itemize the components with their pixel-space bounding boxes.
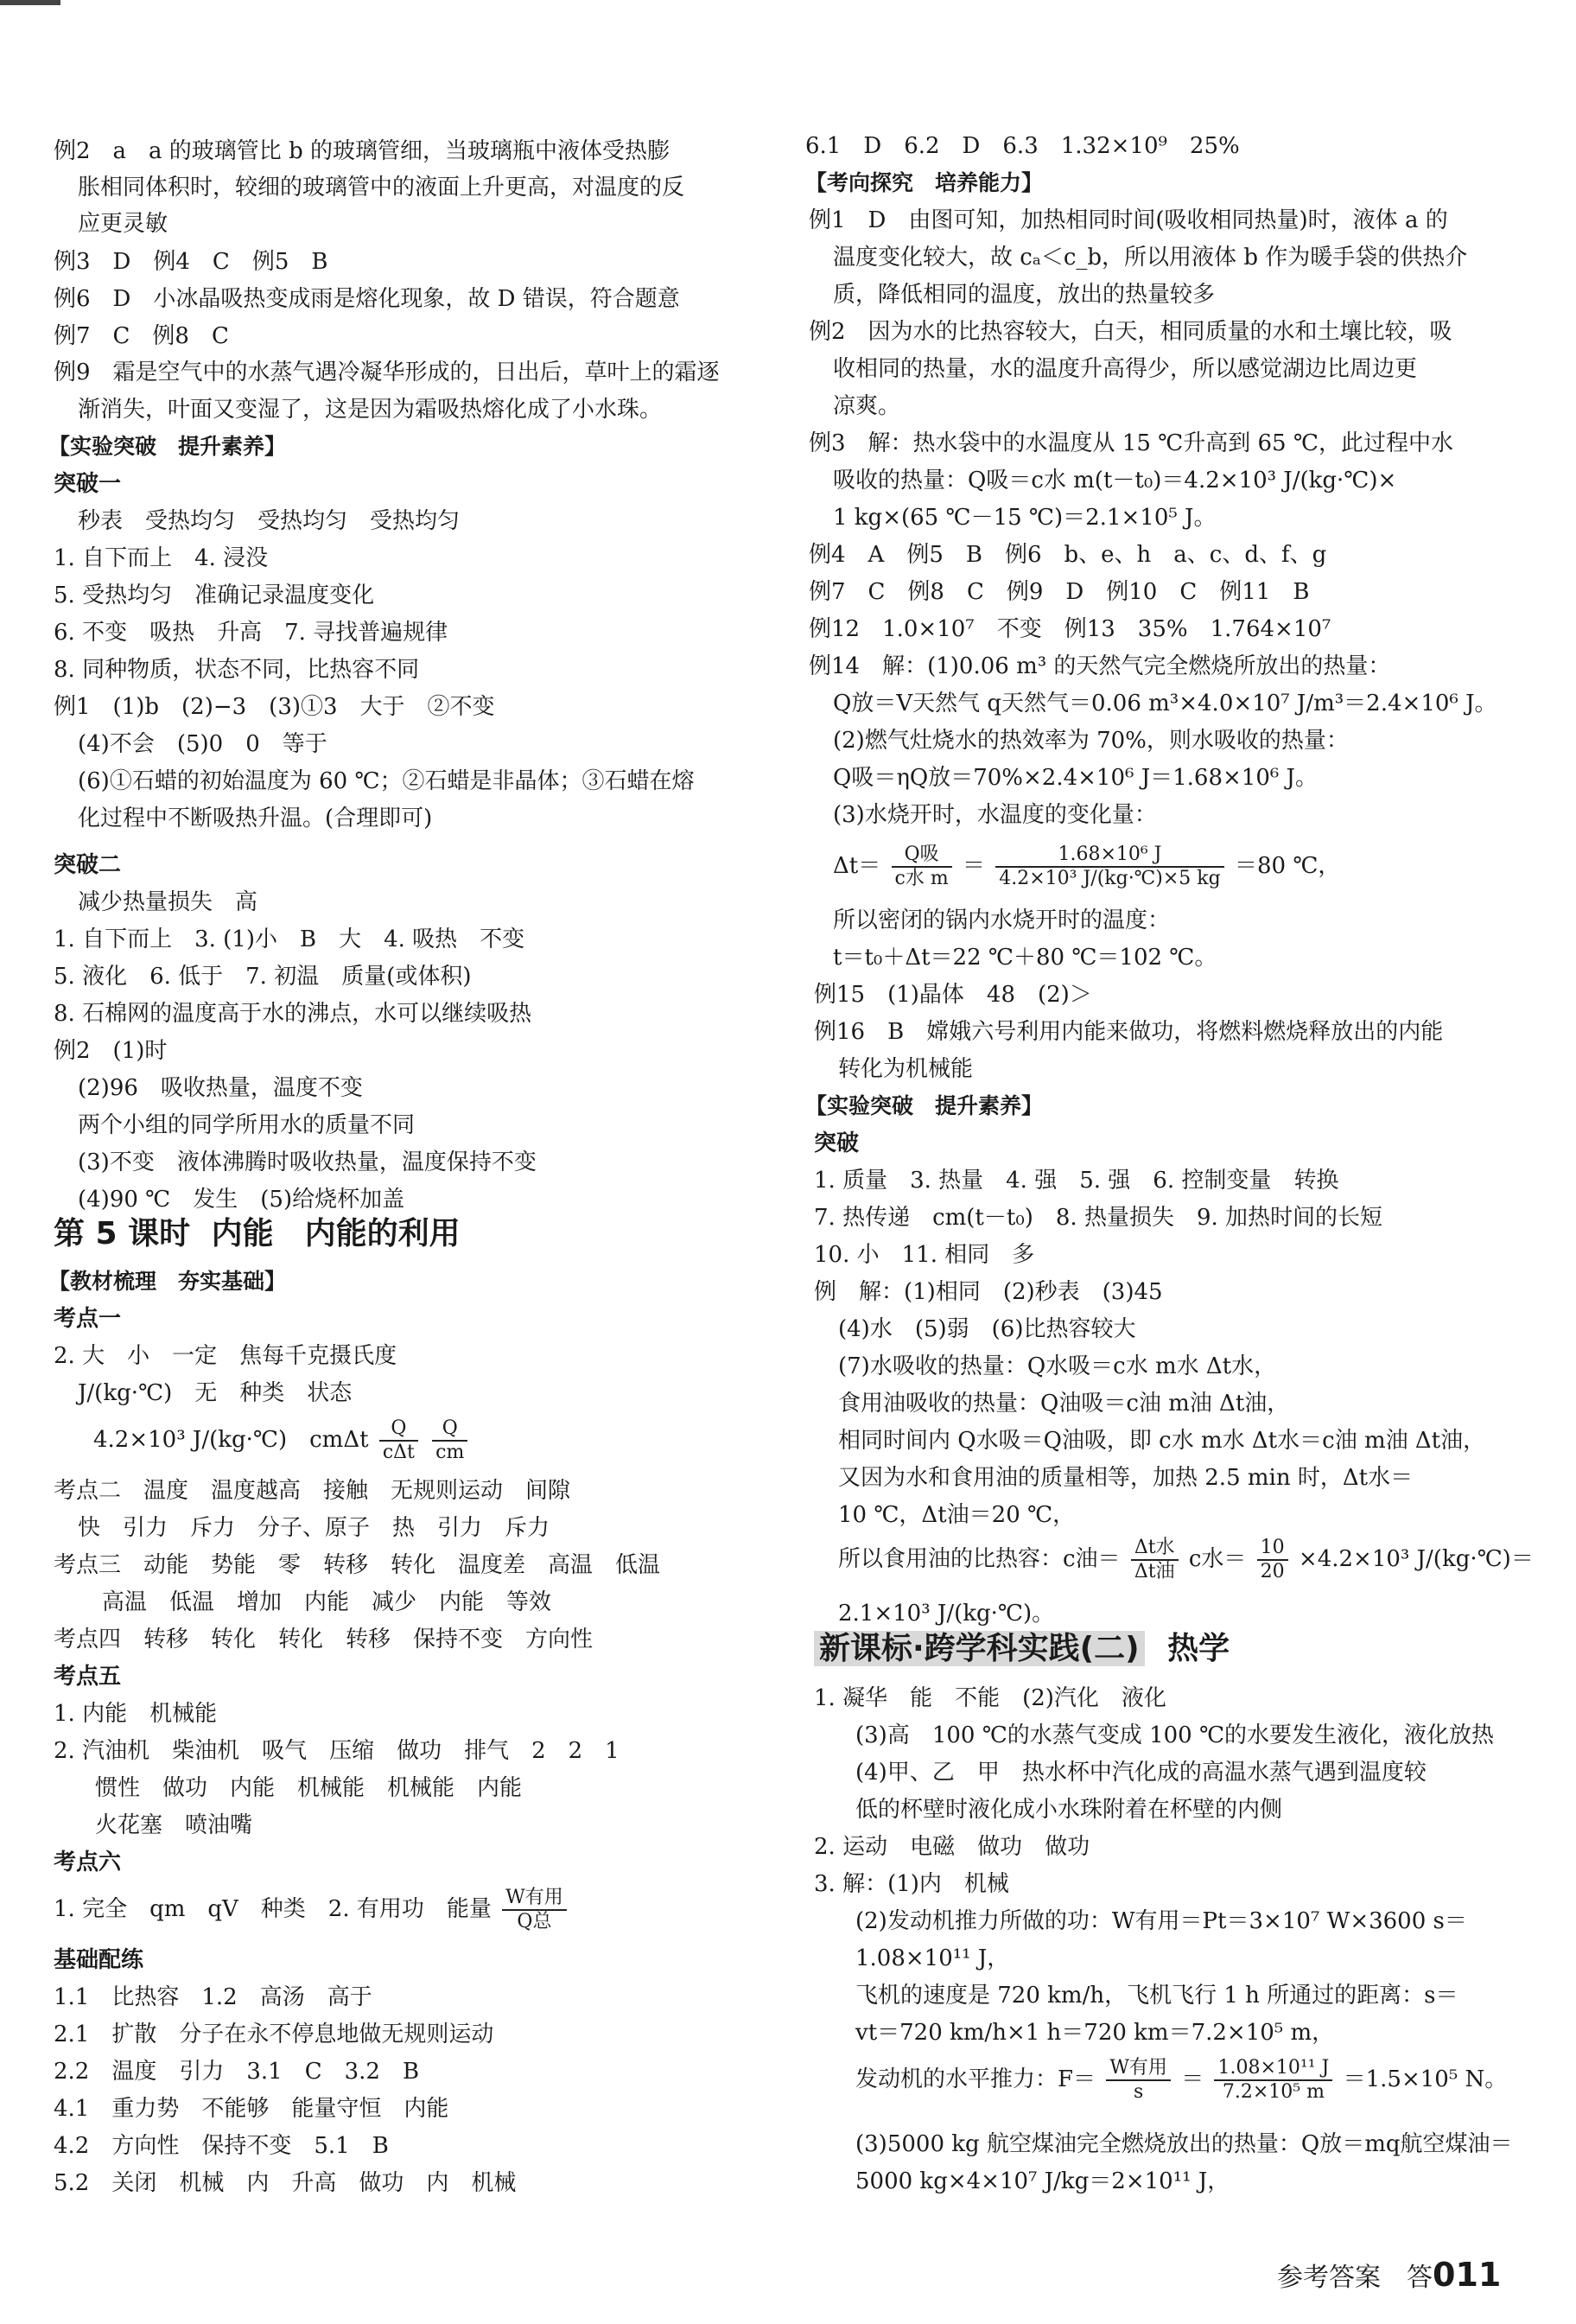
left-line: 例7 C 例8 C xyxy=(54,323,229,349)
right-line: (7)水吸收的热量：Q水吸＝c水 m水 Δt水， xyxy=(838,1353,1277,1379)
left-line: 快 引力 斥力 分子、原子 热 引力 斥力 xyxy=(78,1515,550,1541)
right-line: 例12 1.0×10⁷ 不变 例13 35% 1.764×10⁷ xyxy=(809,616,1331,642)
left-line: 8. 同种物质，状态不同，比热容不同 xyxy=(54,657,420,683)
right-line: 1.08×10¹¹ J， xyxy=(855,1945,1010,1971)
right-line: 例15 (1)晶体 48 (2)＞ xyxy=(814,982,1092,1008)
practice-title-text: 热学 xyxy=(1167,1631,1230,1666)
practice-title-shaded: 新课标·跨学科实践(二) xyxy=(814,1631,1145,1666)
kaodian6-line xyxy=(54,1887,570,1933)
left-line: 渐消失，叶面又变湿了，这是因为霜吸热熔化成了小水珠。 xyxy=(78,397,663,423)
right-line: 【实验突破 提升素养】 xyxy=(805,1093,1044,1118)
formula-suffix: ×4.2×10³ J/(kg·℃)＝ xyxy=(1298,1546,1534,1572)
fraction-values xyxy=(1214,2057,1332,2104)
practice-title xyxy=(814,1628,1230,1670)
left-line: 1.1 比热容 1.2 高汤 高于 xyxy=(54,1984,372,2010)
right-line: 低的杯壁时液化成小水珠附着在杯壁的内侧 xyxy=(855,1797,1283,1823)
formula-suffix: ＝80 ℃， xyxy=(1234,853,1341,879)
formula-prefix: 发动机的水平推力：F＝ xyxy=(855,2066,1096,2092)
left-line: (2)96 吸收热量，温度不变 xyxy=(78,1075,363,1101)
equals-sign: ＝ xyxy=(962,853,985,879)
frac-den: cΔt xyxy=(382,1442,415,1463)
left-line: 秒表 受热均匀 受热均匀 受热均匀 xyxy=(78,508,461,534)
right-line: Q放＝V天然气 q天然气＝0.06 m³×4.0×10⁷ J/m³＝2.4×10⁶ J。 xyxy=(833,691,1497,716)
left-line: 【实验突破 提升素养】 xyxy=(48,434,287,459)
formula-prefix: 所以食用油的比热容：c油＝ xyxy=(838,1546,1121,1572)
oil-specific-heat-formula xyxy=(838,1537,1534,1583)
frac-den: 7.2×10⁵ m xyxy=(1222,2081,1325,2103)
frac-den: 4.2×10³ J/(kg·℃)×5 kg xyxy=(999,868,1221,889)
right-line: 7. 热传递 cm(t－t₀) 8. 热量损失 9. 加热时间的长短 xyxy=(814,1205,1383,1231)
frac-den: s xyxy=(1133,2081,1144,2103)
frac-num: 10 xyxy=(1257,1537,1288,1561)
left-line: 2.1 扩散 分子在永不停息地做无规则运动 xyxy=(54,2022,494,2047)
left-line: 2. 汽油机 柴油机 吸气 压缩 做功 排气 2 2 1 xyxy=(54,1738,620,1764)
right-line: (2)燃气灶烧水的热效率为 70%，则水吸收的热量： xyxy=(833,728,1349,754)
left-line: 例1 (1)b (2)−3 (3)①3 大于 ②不变 xyxy=(54,694,495,720)
left-line: 突破一 xyxy=(54,471,122,497)
left-line: 6. 不变 吸热 升高 7. 寻找普遍规律 xyxy=(54,620,448,646)
frac-num: 1.08×10¹¹ J xyxy=(1214,2057,1332,2081)
frac-den: Δt油 xyxy=(1134,1561,1175,1582)
delta-t-formula xyxy=(833,844,1340,890)
left-line: 例9 霜是空气中的水蒸气遇冷凝华形成的，日出后，草叶上的霜逐 xyxy=(54,360,720,385)
frac-num: 1.68×10⁶ J xyxy=(995,844,1223,868)
frac-num: Q吸 xyxy=(892,844,952,868)
left-line: 火花塞 喷油嘴 xyxy=(95,1812,253,1838)
left-line: 基础配练 xyxy=(54,1947,144,1973)
fraction-values xyxy=(995,844,1223,890)
right-line: 吸收的热量：Q吸＝c水 m(t－t₀)＝4.2×10³ J/(kg·℃)× xyxy=(833,468,1397,493)
page-footer xyxy=(1277,2256,1501,2294)
right-line: 相同时间内 Q水吸＝Q油吸，即 c水 m水 Δt水＝c油 m油 Δt油， xyxy=(838,1428,1486,1454)
left-line: 考点一 xyxy=(54,1306,122,1332)
right-line: 凉爽。 xyxy=(833,393,901,419)
right-line: 1. 凝华 能 不能 (2)汽化 液化 xyxy=(814,1685,1166,1711)
right-line: 10. 小 11. 相同 多 xyxy=(814,1242,1035,1268)
left-line: 减少热量损失 高 xyxy=(78,889,258,915)
left-line: 2. 大 小 一定 焦每千克摄氏度 xyxy=(54,1343,397,1369)
right-line: 转化为机械能 xyxy=(838,1056,974,1082)
left-line: 1. 内能 机械能 xyxy=(54,1701,218,1727)
right-line: 例14 解：(1)0.06 m³ 的天然气完全燃烧所放出的热量： xyxy=(809,653,1391,679)
left-line: J/(kg·℃) 无 种类 状态 xyxy=(78,1380,353,1406)
right-line: 1 kg×(65 ℃－15 ℃)＝2.1×10⁵ J。 xyxy=(833,505,1217,531)
left-line: 1. 自下而上 4. 浸没 xyxy=(54,545,269,571)
left-line: (6)①石蜡的初始温度为 60 ℃；②石蜡是非晶体；③石蜡在熔 xyxy=(78,768,695,794)
left-line: 胀相同体积时，较细的玻璃管中的液面上升更高，对温度的反 xyxy=(78,175,685,201)
left-line: (4)不会 (5)0 0 等于 xyxy=(78,731,327,757)
right-line: vt＝720 km/h×1 h＝720 km＝7.2×10⁵ m， xyxy=(855,2020,1335,2046)
left-line: 5. 受热均匀 准确记录温度变化 xyxy=(54,583,375,608)
right-line: 食用油吸收的热量：Q油吸＝c油 m油 Δt油， xyxy=(838,1391,1290,1417)
left-line: 1. 自下而上 3. (1)小 B 大 4. 吸热 不变 xyxy=(54,926,525,952)
left-line: 例2 a a 的玻璃管比 b 的玻璃管细，当玻璃瓶中液体受热膨 xyxy=(54,138,670,164)
left-line: 考点四 转移 转化 转化 转移 保持不变 方向性 xyxy=(54,1627,594,1652)
right-line: 例 解：(1)相同 (2)秒表 (3)45 xyxy=(814,1279,1163,1305)
formula-prefix: Δt＝ xyxy=(833,853,881,879)
right-line: 3. 解：(1)内 机械 xyxy=(814,1871,1009,1897)
lesson-number: 第 5 课时 xyxy=(54,1216,191,1251)
efficiency-fraction xyxy=(502,1887,567,1933)
left-line: 突破二 xyxy=(54,852,122,878)
right-line: 所以密闭的锅内水烧开时的温度： xyxy=(833,907,1171,933)
fraction-q-over-cm xyxy=(892,844,952,890)
left-line: (4)90 ℃ 发生 (5)给烧杯加盖 xyxy=(78,1187,405,1213)
formula-mid: c水＝ xyxy=(1188,1546,1247,1572)
fraction-10-20 xyxy=(1257,1537,1288,1583)
frac-den: Q总 xyxy=(517,1911,552,1932)
fraction-q-over-cm xyxy=(432,1417,467,1464)
left-line: 例3 D 例4 C 例5 B xyxy=(54,249,328,275)
right-line: 突破 xyxy=(814,1130,860,1156)
right-line: Q吸＝ηQ放＝70%×2.4×10⁶ J＝1.68×10⁶ J。 xyxy=(833,765,1318,791)
left-line: 考点六 xyxy=(54,1850,122,1875)
right-line: 1. 质量 3. 热量 4. 强 5. 强 6. 控制变量 转换 xyxy=(814,1168,1339,1194)
frac-den: c水 m xyxy=(894,868,949,889)
lesson-title xyxy=(54,1213,461,1255)
right-line: (4)水 (5)弱 (6)比热容较大 xyxy=(838,1316,1136,1342)
left-line: 应更灵敏 xyxy=(78,211,168,237)
kaodian6-prefix: 1. 完全 qm qV 种类 2. 有用功 能量 xyxy=(54,1896,492,1922)
frac-num: Q xyxy=(379,1417,418,1442)
frac-num: Q xyxy=(432,1417,467,1442)
formula-suffix: ＝1.5×10⁵ N。 xyxy=(1343,2066,1508,2092)
left-line: 例2 (1)时 xyxy=(54,1038,168,1064)
left-line: 4.1 重力势 不能够 能量守恒 内能 xyxy=(54,2096,449,2122)
lesson-title-text: 内能 内能的利用 xyxy=(211,1216,461,1251)
frac-num: W有用 xyxy=(502,1887,567,1911)
kaodian1-formula-line xyxy=(93,1417,471,1464)
left-line: 2.2 温度 引力 3.1 C 3.2 B xyxy=(54,2059,420,2085)
left-line: 考点五 xyxy=(54,1664,122,1690)
left-line: 8. 石棉网的温度高于水的沸点，水可以继续吸热 xyxy=(54,1001,532,1027)
right-line: 2.1×10³ J/(kg·℃)。 xyxy=(838,1601,1055,1627)
left-line: 5. 液化 6. 低于 7. 初温 质量(或体积) xyxy=(54,964,472,990)
fraction-q-over-c-dt xyxy=(379,1417,418,1464)
left-line: 5.2 关闭 机械 内 升高 做功 内 机械 xyxy=(54,2170,517,2196)
frac-num: W有用 xyxy=(1106,2057,1171,2081)
equals-sign: ＝ xyxy=(1181,2066,1204,2092)
left-line: 两个小组的同学所用水的质量不同 xyxy=(78,1112,416,1138)
right-line: (3)高 100 ℃的水蒸气变成 100 ℃的水要发生液化，液化放热 xyxy=(855,1722,1495,1748)
right-line: 例3 解：热水袋中的水温度从 15 ℃升高到 65 ℃，此过程中水 xyxy=(809,430,1453,456)
right-line: 6.1 D 6.2 D 6.3 1.32×10⁹ 25% xyxy=(805,133,1240,159)
right-line: 收相同的热量，水的温度升高得少，所以感觉湖边比周边更 xyxy=(833,356,1418,382)
page-number: 011 xyxy=(1433,2256,1502,2294)
right-line: 质，降低相同的温度，放出的热量较多 xyxy=(833,282,1216,308)
left-line: 惯性 做功 内能 机械能 机械能 内能 xyxy=(95,1775,523,1801)
fraction-delta-t xyxy=(1131,1537,1179,1583)
frac-den: 20 xyxy=(1260,1561,1285,1582)
left-line: (3)不变 液体沸腾时吸收热量，温度保持不变 xyxy=(78,1149,537,1175)
frac-den: cm xyxy=(435,1442,465,1463)
left-line: 考点二 温度 温度越高 接触 无规则运动 间隙 xyxy=(54,1478,571,1504)
right-line: 温度变化较大，故 cₐ＜c_b，所以用液体 b 作为暖手袋的供热介 xyxy=(833,245,1468,271)
left-line: 化过程中不断吸热升温。(合理即可) xyxy=(78,805,433,831)
right-line: 例7 C 例8 C 例9 D 例10 C 例11 B xyxy=(809,579,1310,605)
formula-prefix: 4.2×10³ J/(kg·℃) cmΔt xyxy=(93,1427,369,1453)
right-line: 10 ℃，Δt油＝20 ℃， xyxy=(838,1502,1076,1528)
fraction-w-over-s xyxy=(1106,2057,1171,2104)
right-line: 【考向探究 培养能力】 xyxy=(805,170,1044,195)
right-line: (3)水烧开时，水温度的变化量： xyxy=(833,802,1157,828)
left-line: 考点三 动能 势能 零 转移 转化 温度差 高温 低温 xyxy=(54,1552,661,1578)
right-line: 飞机的速度是 720 km/h，飞机飞行 1 h 所通过的距离：s＝ xyxy=(855,1983,1458,2009)
right-line: 又因为水和食用油的质量相等，加热 2.5 min 时，Δt水＝ xyxy=(838,1465,1414,1491)
right-line: t＝t₀＋Δt＝22 ℃＋80 ℃＝102 ℃。 xyxy=(833,945,1217,971)
left-line: 例6 D 小冰晶吸热变成雨是熔化现象，故 D 错误，符合题意 xyxy=(54,286,680,312)
left-line: 【教材梳理 夯实基础】 xyxy=(48,1269,287,1294)
right-line: 2. 运动 电磁 做功 做功 xyxy=(814,1834,1090,1860)
right-line: 例2 因为水的比热容较大，白天，相同质量的水和土壤比较，吸 xyxy=(809,319,1452,345)
footer-label: 参考答案 答 xyxy=(1277,2263,1433,2293)
right-line: (2)发动机推力所做的功：W有用＝Pt＝3×10⁷ W×3600 s＝ xyxy=(855,1908,1467,1934)
frac-num: Δt水 xyxy=(1131,1537,1179,1561)
left-line: 4.2 方向性 保持不变 5.1 B xyxy=(54,2133,389,2159)
right-line: 例1 D 由图可知，加热相同时间(吸收相同热量)时，液体 a 的 xyxy=(809,207,1448,233)
right-line: 例4 A 例5 B 例6 b、e、h a、c、d、f、g xyxy=(809,542,1327,568)
left-line: 高温 低温 增加 内能 减少 内能 等效 xyxy=(102,1589,552,1615)
top-corner-bar xyxy=(0,0,60,5)
right-line: (3)5000 kg 航空煤油完全燃烧放出的热量：Q放＝mq航空煤油＝ xyxy=(855,2131,1513,2157)
thrust-formula xyxy=(855,2057,1507,2104)
right-line: (4)甲、乙 甲 热水杯中汽化成的高温水蒸气遇到温度较 xyxy=(855,1760,1427,1786)
right-line: 例16 B 嫦娥六号利用内能来做功，将燃料燃烧释放出的内能 xyxy=(814,1019,1444,1045)
right-line: 5000 kg×4×10⁷ J/kg＝2×10¹¹ J， xyxy=(855,2168,1230,2194)
